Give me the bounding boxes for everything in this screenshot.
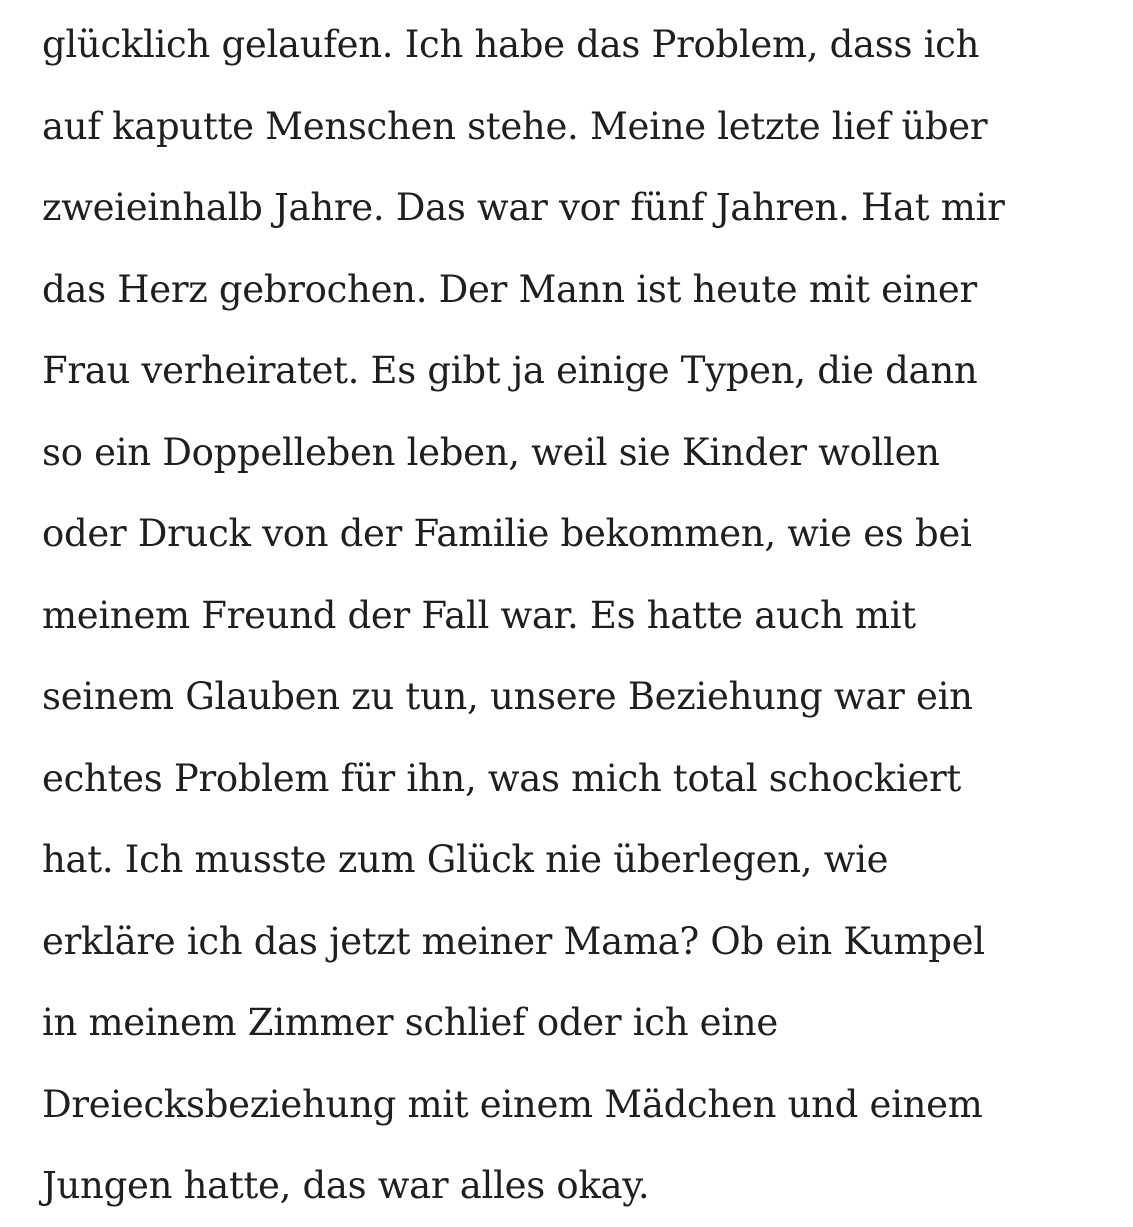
text-line: zweieinhalb Jahre. Das war vor fünf Jahren. Hat mir: [42, 186, 1005, 229]
text-line: oder Druck von der Familie bekommen, wie es bei: [42, 512, 972, 555]
text-line: meinem Freund der Fall war. Es hatte auch mit: [42, 593, 916, 637]
text-line: auf kaputte Menschen stehe. Meine letzte lief über: [42, 104, 988, 148]
text-line: hat. Ich musste zum Glück nie überlegen, wie: [42, 838, 889, 881]
text-line: Frau verheiratet. Es gibt ja einige Typen, die dann: [42, 349, 978, 392]
text-line: erkläre ich das jetzt meiner Mama? Ob ein Kumpel: [42, 919, 985, 963]
text-line: Jungen hatte, das war alles okay.: [42, 1164, 650, 1207]
text-line: Dreiecksbeziehung mit einem Mädchen und einem: [42, 1082, 983, 1126]
text-line: das Herz gebrochen. Der Mann ist heute mit einer: [42, 267, 977, 311]
text-line: so ein Doppelleben leben, weil sie Kinder wollen: [42, 430, 940, 474]
text-line: seinem Glauben zu tun, unsere Beziehung war ein: [42, 675, 973, 718]
text-line: glücklich gelaufen. Ich habe das Problem, dass ich: [42, 23, 980, 66]
text-line: in meinem Zimmer schlief oder ich eine: [42, 1001, 778, 1044]
text-line: echtes Problem für ihn, was mich total schockiert: [42, 756, 961, 800]
